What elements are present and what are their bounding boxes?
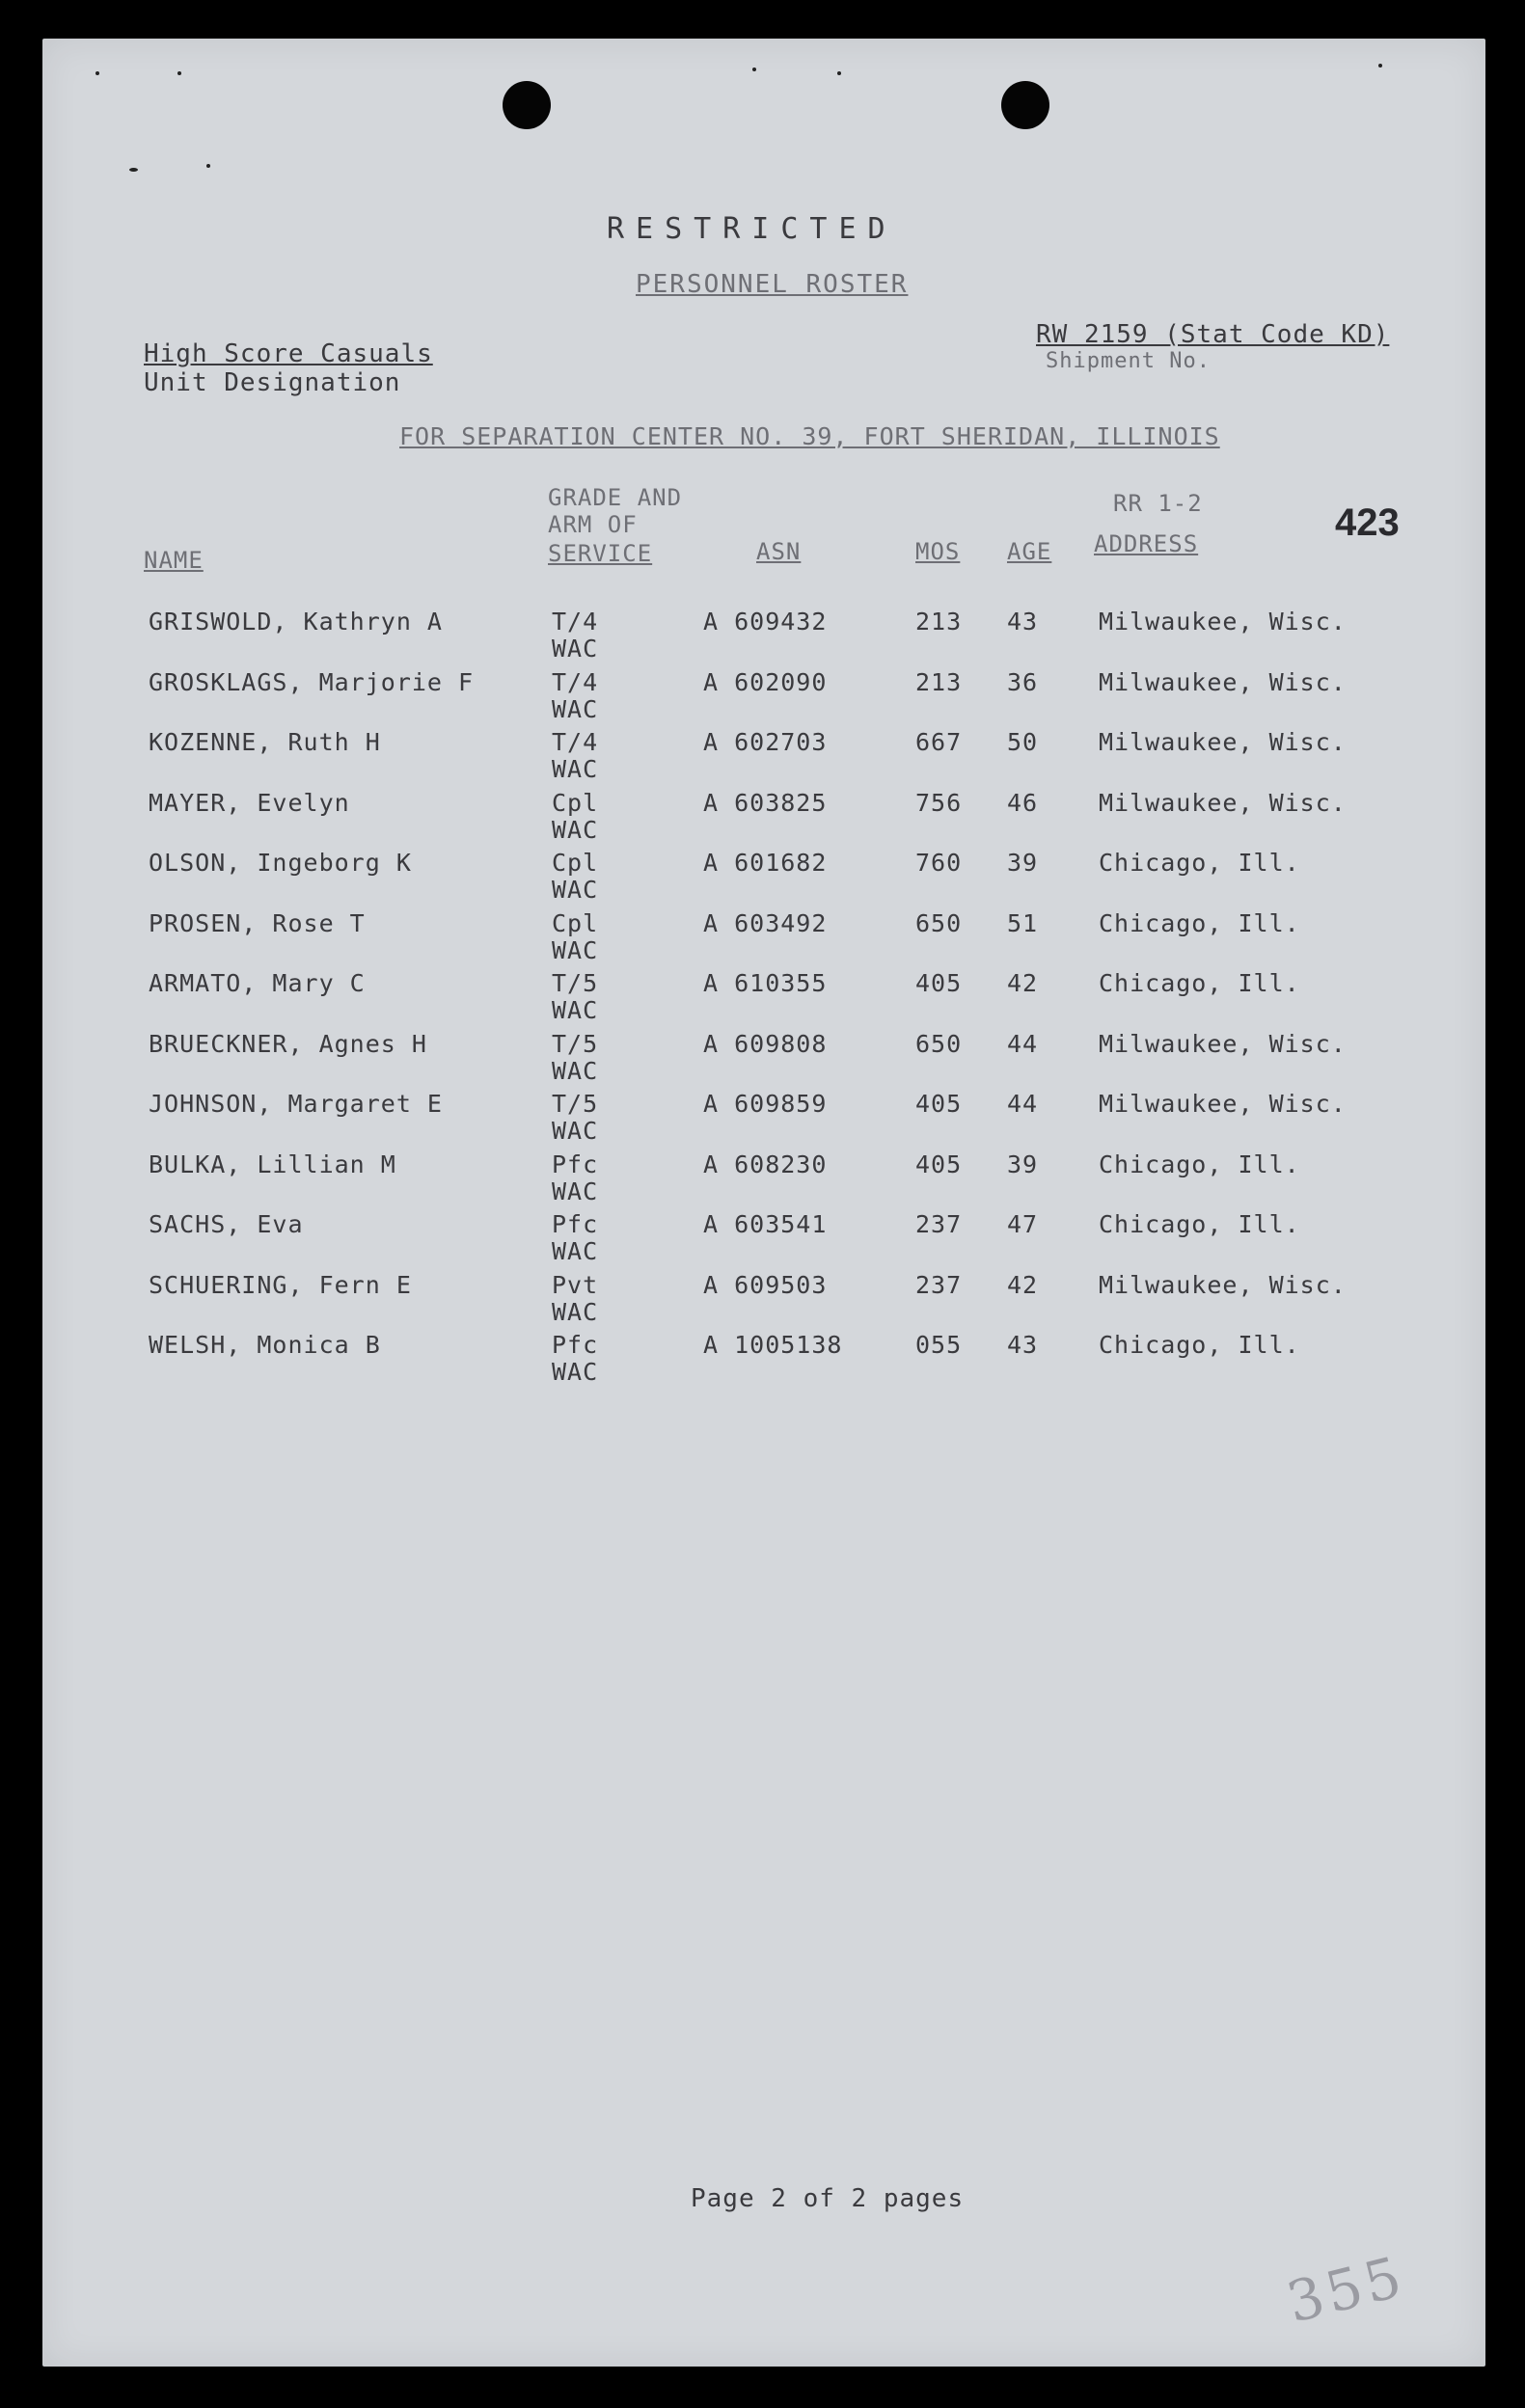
speck-4 (837, 71, 841, 75)
row-arm-of-service: WAC (552, 755, 599, 783)
row-name: BULKA, Lillian M (149, 1150, 396, 1178)
row-name: JOHNSON, Margaret E (149, 1090, 443, 1118)
row-address: Milwaukee, Wisc. (1099, 1090, 1347, 1118)
row-age: 50 (1007, 728, 1039, 756)
table-row (42, 728, 1485, 788)
row-name: MAYER, Evelyn (149, 788, 350, 817)
table-row (42, 1090, 1485, 1150)
destination-line: FOR SEPARATION CENTER NO. 39, FORT SHERIDAN, ILLINOIS (399, 422, 1220, 450)
row-name: SACHS, Eva (149, 1210, 304, 1238)
row-mos: 756 (915, 788, 963, 817)
row-age: 39 (1007, 1150, 1039, 1178)
row-arm-of-service: WAC (552, 815, 599, 844)
classification-heading: RESTRICTED (607, 212, 897, 246)
unit-designation-label: Unit Designation (144, 368, 401, 397)
row-age: 42 (1007, 1270, 1039, 1299)
row-name: PROSEN, Rose T (149, 908, 366, 937)
row-address: Chicago, Ill. (1099, 1150, 1300, 1178)
row-arm-of-service: WAC (552, 694, 599, 723)
shipment-number: RW 2159 (Stat Code KD) (1036, 320, 1390, 349)
header-name: NAME (144, 547, 204, 574)
header-ref: RR 1-2 (1113, 490, 1203, 517)
row-arm-of-service: WAC (552, 935, 599, 964)
row-asn: A 609859 (703, 1090, 828, 1118)
header-grade-line3: SERVICE (548, 540, 653, 567)
row-mos: 405 (915, 969, 963, 997)
table-row (42, 608, 1485, 667)
row-grade: Cpl (552, 788, 599, 817)
table-row (42, 1210, 1485, 1270)
row-address: Milwaukee, Wisc. (1099, 1029, 1347, 1058)
speck-6 (129, 168, 138, 172)
row-grade: T/4 (552, 608, 599, 636)
page-footer: Page 2 of 2 pages (691, 2184, 965, 2213)
header-asn: ASN (756, 538, 802, 565)
table-row (42, 668, 1485, 728)
table-row (42, 1150, 1485, 1210)
row-address: Chicago, Ill. (1099, 1331, 1300, 1359)
row-asn: A 610355 (703, 969, 828, 997)
unit-name: High Score Casuals (144, 339, 433, 368)
table-row (42, 1331, 1485, 1391)
row-age: 47 (1007, 1210, 1039, 1238)
row-mos: 055 (915, 1331, 963, 1359)
speck-3 (752, 68, 756, 71)
speck-7 (206, 164, 210, 168)
row-age: 44 (1007, 1090, 1039, 1118)
row-name: GRISWOLD, Kathryn A (149, 608, 443, 636)
row-grade: Pfc (552, 1331, 599, 1359)
row-age: 44 (1007, 1029, 1039, 1058)
row-address: Milwaukee, Wisc. (1099, 728, 1347, 756)
row-arm-of-service: WAC (552, 996, 599, 1024)
table-row (42, 789, 1485, 849)
row-name: WELSH, Monica B (149, 1331, 381, 1359)
punch-hole-right (1001, 81, 1049, 129)
row-grade: Pfc (552, 1210, 599, 1238)
row-address: Milwaukee, Wisc. (1099, 608, 1347, 636)
row-mos: 760 (915, 849, 963, 877)
header-address: ADDRESS (1094, 530, 1199, 557)
row-mos: 650 (915, 1029, 963, 1058)
row-asn: A 609808 (703, 1029, 828, 1058)
row-address: Milwaukee, Wisc. (1099, 1270, 1347, 1299)
row-name: ARMATO, Mary C (149, 969, 366, 997)
row-mos: 213 (915, 608, 963, 636)
speck-1 (95, 71, 99, 75)
row-asn: A 609503 (703, 1270, 828, 1299)
row-grade: T/4 (552, 728, 599, 756)
row-address: Chicago, Ill. (1099, 849, 1300, 877)
header-age: AGE (1007, 538, 1052, 565)
table-row (42, 849, 1485, 908)
speck-5 (1378, 64, 1382, 68)
row-asn: A 602090 (703, 667, 828, 696)
row-grade: T/5 (552, 1090, 599, 1118)
document-sheet (42, 39, 1485, 2367)
row-asn: A 603492 (703, 908, 828, 937)
speck-2 (177, 71, 181, 75)
row-age: 43 (1007, 608, 1039, 636)
table-row (42, 1271, 1485, 1331)
table-row (42, 1030, 1485, 1090)
row-address: Milwaukee, Wisc. (1099, 788, 1347, 817)
header-grade-line2: ARM OF (548, 511, 638, 538)
punch-hole-left (503, 81, 551, 129)
row-mos: 405 (915, 1090, 963, 1118)
row-name: KOZENNE, Ruth H (149, 728, 381, 756)
row-asn: A 603825 (703, 788, 828, 817)
row-grade: T/5 (552, 1029, 599, 1058)
row-mos: 237 (915, 1210, 963, 1238)
row-grade: Pfc (552, 1150, 599, 1178)
page-stamp-number: 423 (1335, 501, 1400, 544)
roster-title: PERSONNEL ROSTER (636, 270, 909, 299)
row-arm-of-service: WAC (552, 1056, 599, 1085)
row-arm-of-service: WAC (552, 1117, 599, 1145)
shipment-label: Shipment No. (1046, 349, 1211, 373)
row-address: Chicago, Ill. (1099, 969, 1300, 997)
row-grade: Cpl (552, 908, 599, 937)
row-name: OLSON, Ingeborg K (149, 849, 412, 877)
table-row (42, 909, 1485, 969)
row-arm-of-service: WAC (552, 635, 599, 663)
row-arm-of-service: WAC (552, 1237, 599, 1265)
row-asn: A 608230 (703, 1150, 828, 1178)
row-age: 39 (1007, 849, 1039, 877)
row-age: 43 (1007, 1331, 1039, 1359)
row-age: 42 (1007, 969, 1039, 997)
row-name: GROSKLAGS, Marjorie F (149, 667, 475, 696)
header-mos: MOS (915, 538, 961, 565)
row-mos: 237 (915, 1270, 963, 1299)
row-age: 36 (1007, 667, 1039, 696)
header-grade-line1: GRADE AND (548, 484, 683, 511)
row-asn: A 602703 (703, 728, 828, 756)
row-address: Milwaukee, Wisc. (1099, 667, 1347, 696)
row-name: BRUECKNER, Agnes H (149, 1029, 427, 1058)
row-age: 46 (1007, 788, 1039, 817)
row-name: SCHUERING, Fern E (149, 1270, 412, 1299)
row-arm-of-service: WAC (552, 876, 599, 904)
row-grade: T/5 (552, 969, 599, 997)
row-address: Chicago, Ill. (1099, 1210, 1300, 1238)
row-asn: A 609432 (703, 608, 828, 636)
row-mos: 650 (915, 908, 963, 937)
row-grade: T/4 (552, 667, 599, 696)
row-mos: 213 (915, 667, 963, 696)
pencil-annotation: 355 (1280, 2243, 1412, 2336)
row-mos: 667 (915, 728, 963, 756)
row-grade: Cpl (552, 849, 599, 877)
row-mos: 405 (915, 1150, 963, 1178)
row-arm-of-service: WAC (552, 1358, 599, 1386)
row-age: 51 (1007, 908, 1039, 937)
table-row (42, 969, 1485, 1029)
row-arm-of-service: WAC (552, 1297, 599, 1326)
row-arm-of-service: WAC (552, 1177, 599, 1205)
row-address: Chicago, Ill. (1099, 908, 1300, 937)
row-asn: A 603541 (703, 1210, 828, 1238)
row-grade: Pvt (552, 1270, 599, 1299)
row-asn: A 601682 (703, 849, 828, 877)
row-asn: A 1005138 (703, 1331, 843, 1359)
